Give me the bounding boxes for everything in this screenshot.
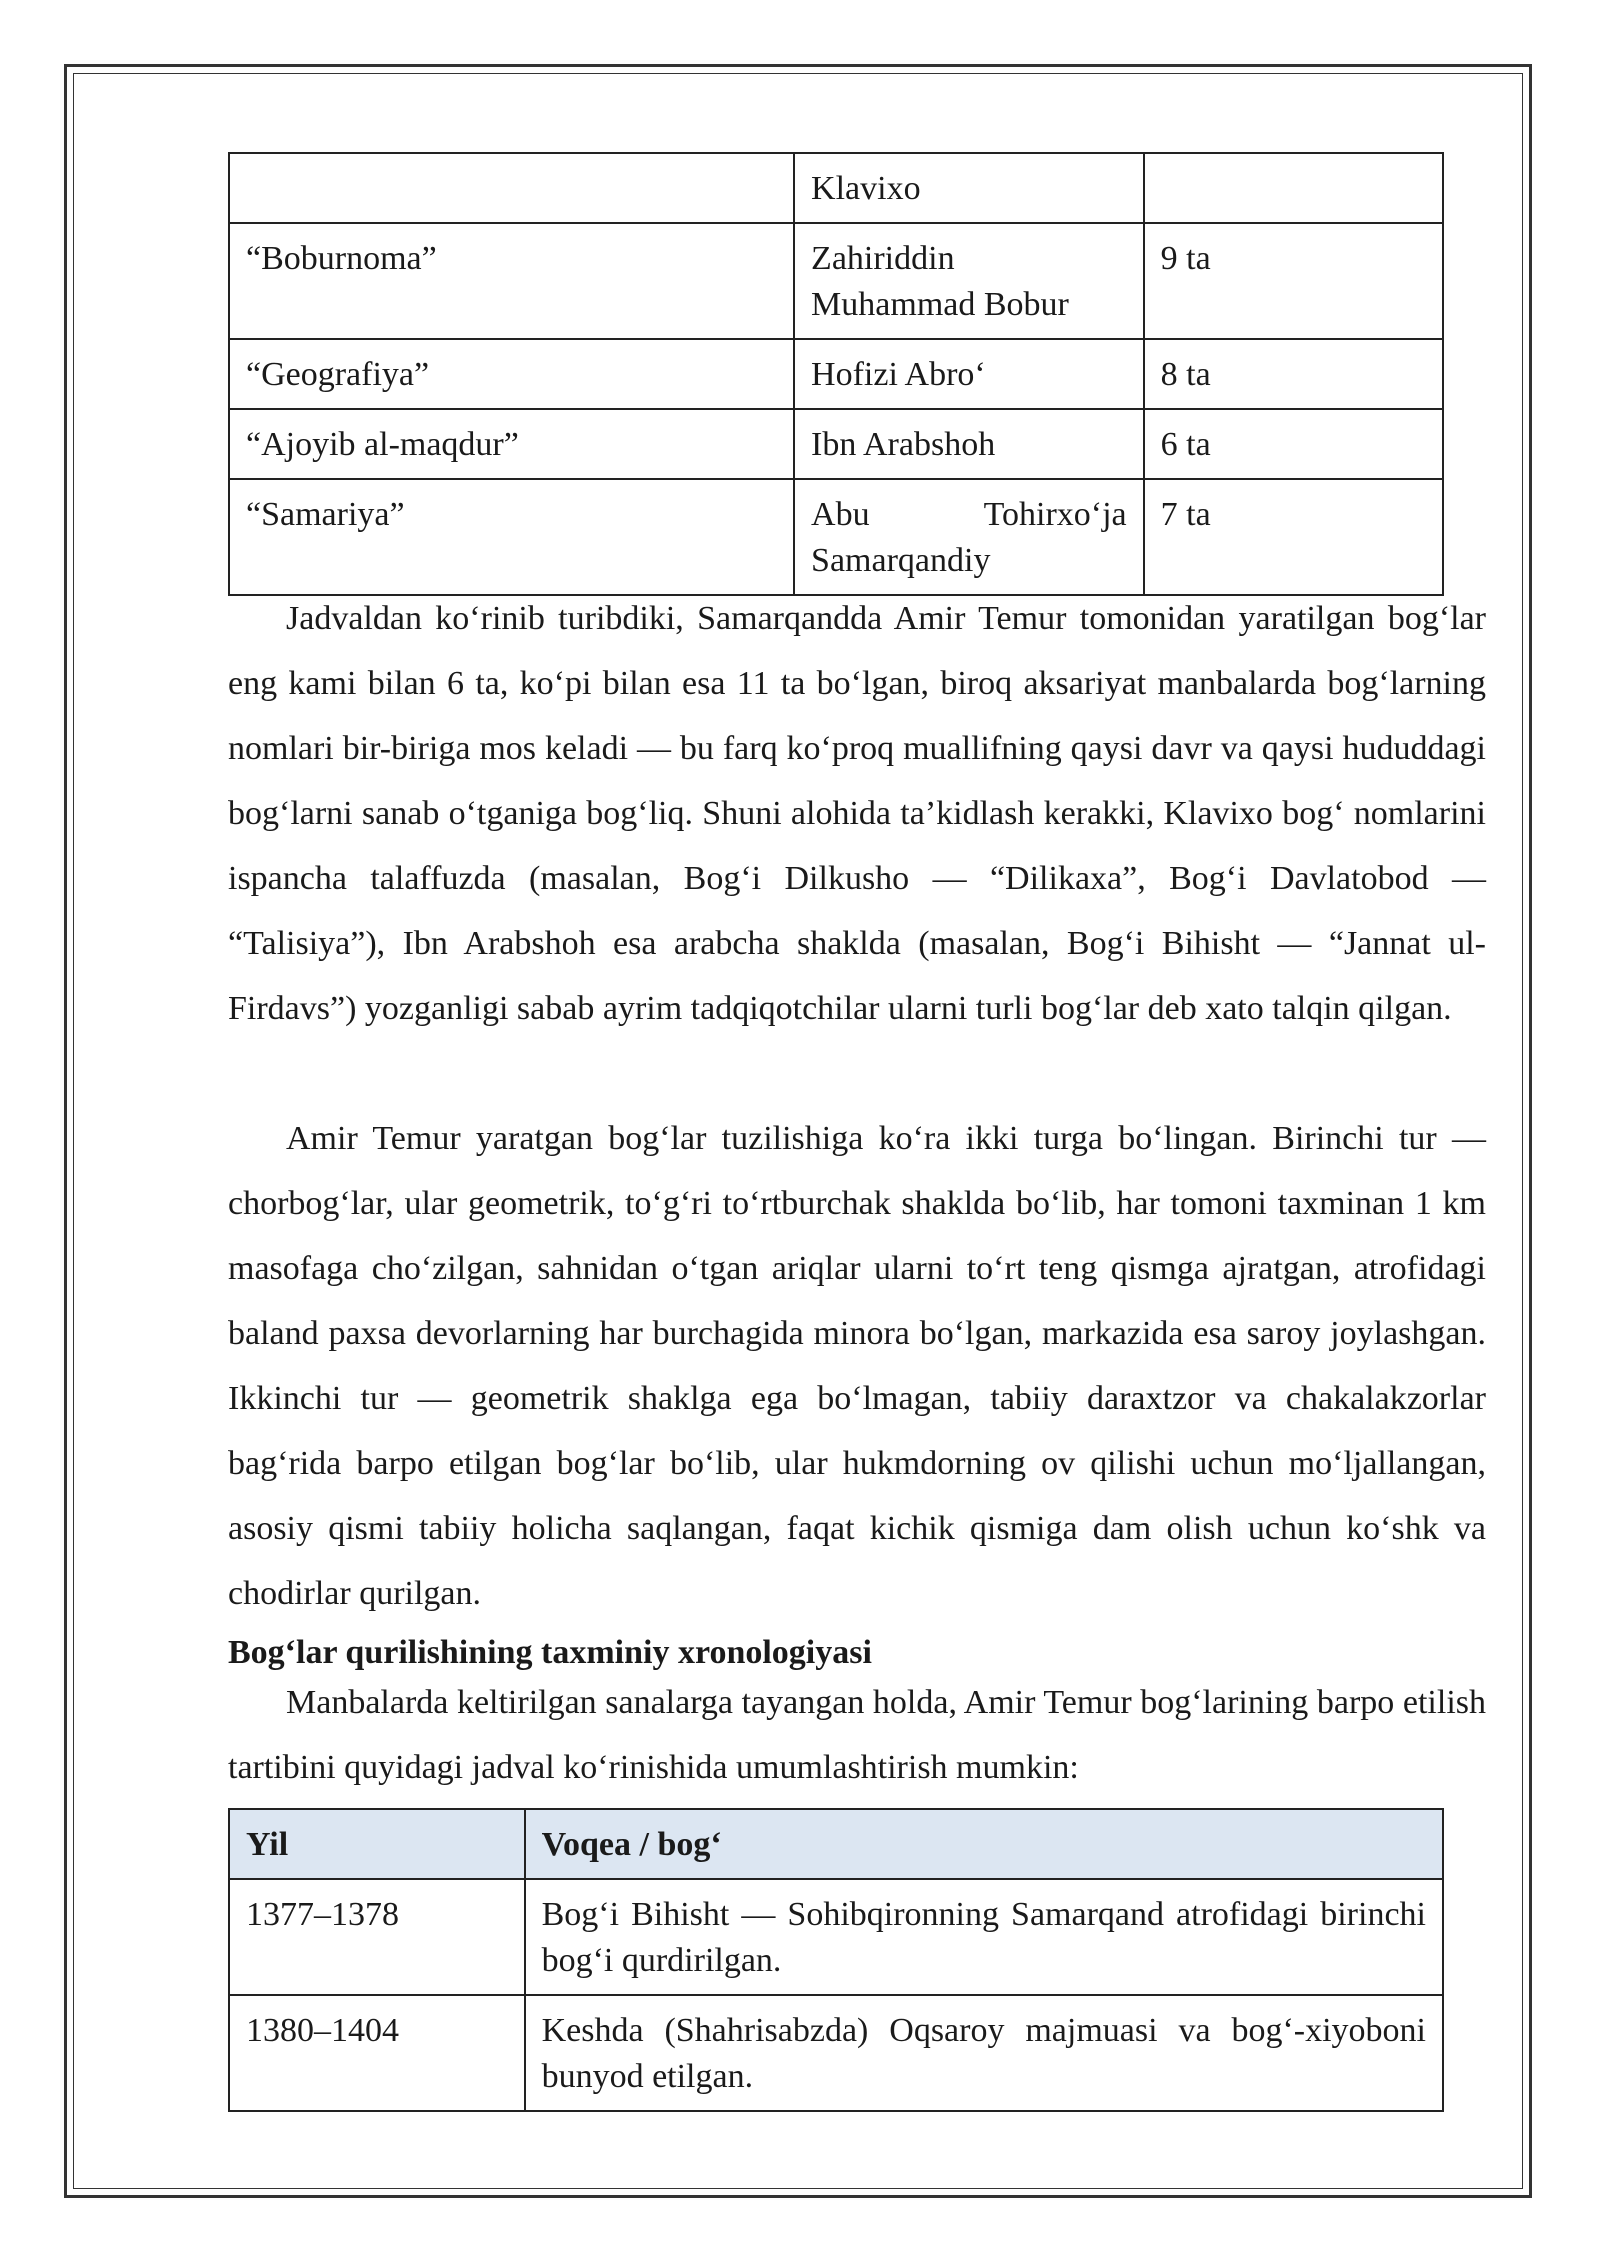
- table-header-row: [229, 1809, 1443, 1879]
- source-title: “Ajoyib al-maqdur”: [229, 409, 794, 479]
- event-year: 1380–1404: [229, 1995, 525, 2111]
- garden-count: 9 ta: [1144, 223, 1443, 339]
- section-heading: Bog‘lar qurilishining taxminiy xronologiyasi: [228, 1634, 872, 1671]
- table-row: [229, 1995, 1443, 2111]
- garden-count: 6 ta: [1144, 409, 1443, 479]
- paragraph-sources-analysis: Jadvaldan ko‘rinib turibdiki, Samarqandda Amir Temur tomonidan yaratilgan bog‘lar eng kami bilan 6 ta, ko‘pi bilan esa 11 ta bo‘lgan, biroq aksariyat manbalarda bog‘larning nomlari bir-biriga mos keladi — bu farq ko‘proq muallifning qaysi davr va qaysi hududdagi bog‘larni sanab o‘tganiga bog‘liq. Shuni alohida ta’kidlash kerakki, Klavixo bog‘ nomlarini ispancha talaffuzda (masalan, Bog‘i Dilkusho — “Dilikaxa”, Bog‘i Davlatobod — “Talisiya”), Ibn Arabshoh esa arabcha shaklda (masalan, Bog‘i Bihisht — “Jannat ul-Firdavs”) yozganligi sabab ayrim tadqiqotchilar ularni turli bog‘lar deb xato talqin qilgan.: [228, 600, 1486, 1027]
- garden-count: [1144, 153, 1443, 223]
- garden-count: 7 ta: [1144, 479, 1443, 595]
- paragraph-chronology-intro: Manbalarda keltirilgan sanalarga tayangan holda, Amir Temur bog‘larining barpo etilish tartibini quyidagi jadval ko‘rinishida umumlashtirish mumkin:: [228, 1684, 1486, 1786]
- source-author: Zahiriddin Muhammad Bobur: [794, 223, 1144, 339]
- source-author: Klavixo: [794, 153, 1144, 223]
- table-row: [229, 153, 1443, 223]
- source-title: “Boburnoma”: [229, 223, 794, 339]
- paragraph-garden-types: Amir Temur yaratgan bog‘lar tuzilishiga ko‘ra ikki turga bo‘lingan. Birinchi tur — chorbog‘lar, ular geometrik, to‘g‘ri to‘rtburchak shaklda bo‘lib, har tomoni taxminan 1 km masofaga cho‘zilgan, sahnidan o‘tgan ariqlar ularni to‘rt teng qismga ajratgan, atrofidagi baland paxsa devorlarning har burchagida minora bo‘lgan, markazida esa saroy joylashgan. Ikkinchi tur — geometrik shaklga ega bo‘lmagan, tabiiy daraxtzor va chakalakzorlar bag‘rida barpo etilgan bog‘lar bo‘lib, ular hukmdorning ov qilishi uchun mo‘ljallangan, asosiy qismi tabiiy holicha saqlangan, faqat kichik qismiga dam olish uchun ko‘shk va chodirlar qurilgan.: [228, 1120, 1486, 1612]
- chronology-table: [228, 1808, 1444, 2112]
- table-row: [229, 223, 1443, 339]
- table-row: [229, 1879, 1443, 1995]
- table-row: [229, 339, 1443, 409]
- source-title: [229, 153, 794, 223]
- source-title: “Samariya”: [229, 479, 794, 595]
- garden-count: 8 ta: [1144, 339, 1443, 409]
- header-event: Voqea / bog‘: [525, 1809, 1443, 1879]
- event-description: Bog‘i Bihisht — Sohibqironning Samarqand atrofidagi birinchi bog‘i qurdirilgan.: [525, 1879, 1443, 1995]
- source-author: Ibn Arabshoh: [794, 409, 1144, 479]
- table-row: [229, 479, 1443, 595]
- source-title: “Geografiya”: [229, 339, 794, 409]
- source-author-text: Abu Tohirxo‘ja Samarqandiy: [811, 496, 1127, 579]
- header-year: Yil: [229, 1809, 525, 1879]
- event-year: 1377–1378: [229, 1879, 525, 1995]
- table-row: [229, 409, 1443, 479]
- source-author: Hofizi Abro‘: [794, 339, 1144, 409]
- event-description: Keshda (Shahrisabzda) Oqsaroy majmuasi va bog‘-xiyoboni bunyod etilgan.: [525, 1995, 1443, 2111]
- sources-table: [228, 152, 1444, 596]
- source-author: [794, 479, 1144, 595]
